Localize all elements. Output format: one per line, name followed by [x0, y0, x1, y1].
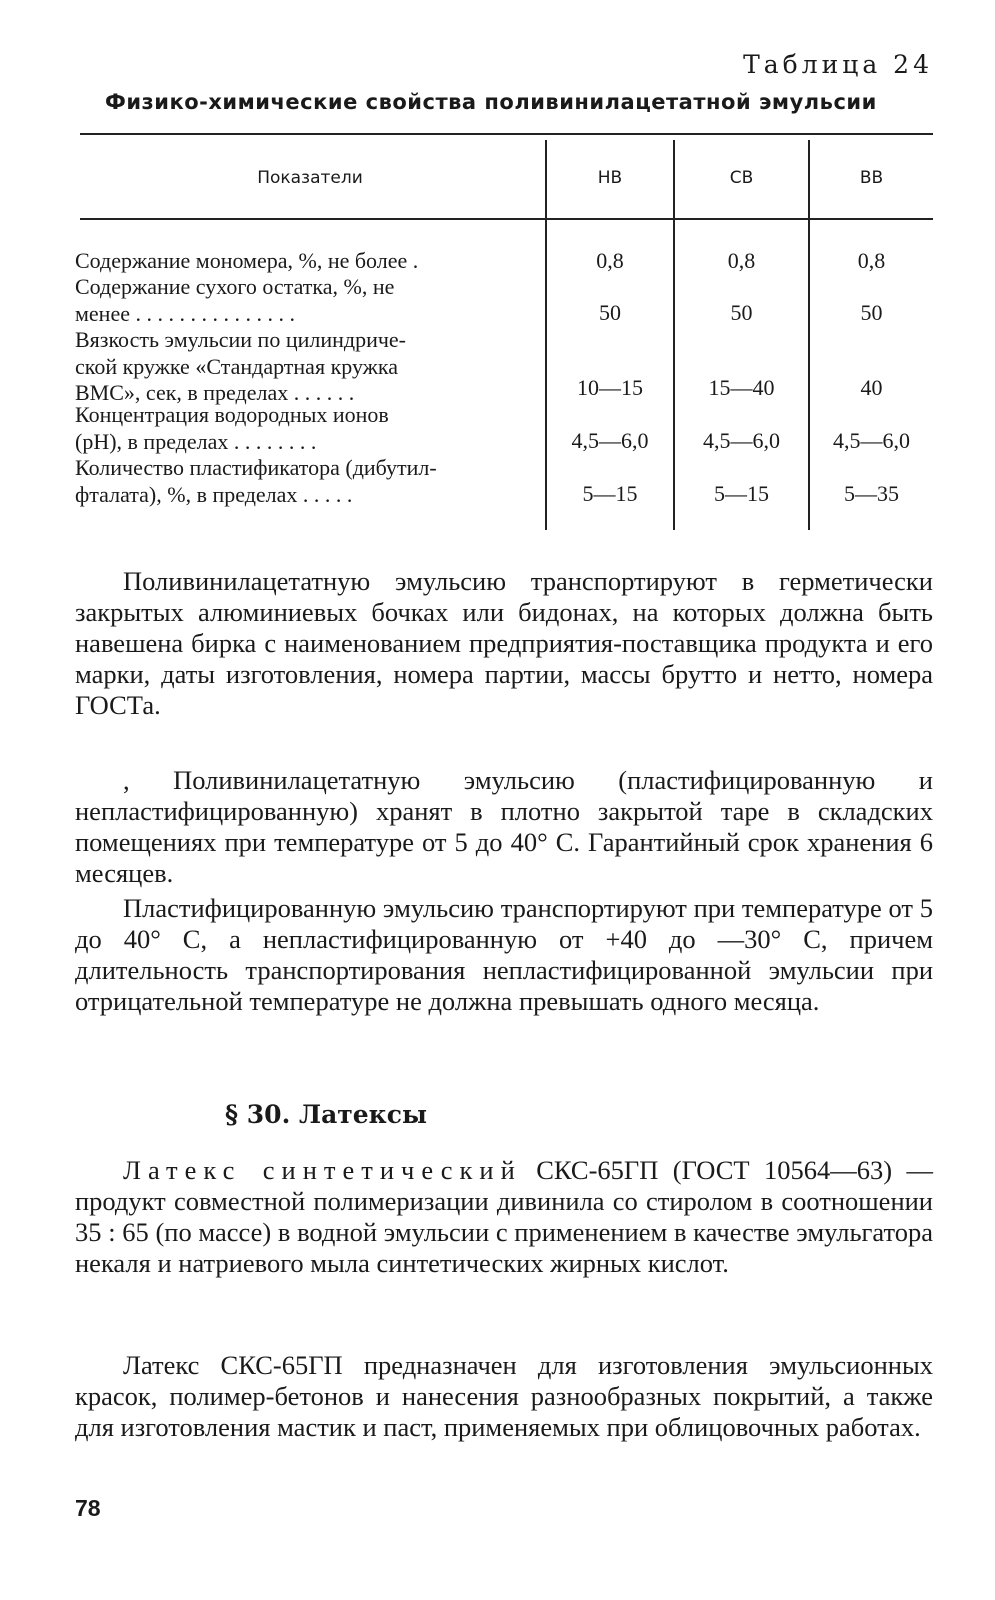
table-row-dry-residue: Содержание сухого остатка, %, не менее . . . . . . . . . . . . . . . — [75, 274, 395, 326]
cell-nv: 4,5—6,0 — [571, 428, 649, 453]
cell-vv: 40 — [860, 375, 883, 400]
header-sv: СВ — [729, 168, 754, 188]
table-header-rule — [80, 218, 933, 220]
cell-nv: 5—15 — [582, 481, 638, 506]
cell-nv: 0,8 — [596, 248, 624, 273]
cell-nv: 10—15 — [577, 375, 643, 400]
section-heading: § 30. Латексы — [225, 1100, 428, 1129]
cell-sv: 0,8 — [727, 248, 756, 273]
paragraph-latex-purpose: Латекс СКС-65ГП предназначен для изготовления эмульсионных красок, полимер-бетонов и нанесения разнообразных покрытий, а также для изготовления мастик и паст, применяемых при облицовочных работах. — [75, 1350, 933, 1442]
paragraph-temperature: Пластифицированную эмульсию транспортируют при температуре от 5 до 40° С, а непластифицированную от +40 до —30° С, причем длительность транспортирования непластифицированной эмульсии при отрицательной температуре не должна превышать одного месяца. — [75, 893, 933, 1016]
table-row-ph: Концентрация водородных ионов (рН), в пределах . . . . . . . . — [75, 402, 389, 454]
spaced-lead: Латекс синтетический — [123, 1155, 522, 1185]
header-indicators: Показатели — [257, 168, 363, 188]
paragraph-transport: Поливинилацетатную эмульсию транспортируют в герметически закрытых алюминиевых бочках или бидонах, на которых должна быть навешена бирка с наименованием предприятия-поставщика продукта и его марки, даты изготовления, номера партии, массы брутто и нетто, номера ГОСТа. — [75, 566, 933, 720]
paragraph-storage: , Поливинилацетатную эмульсию (пластифицированную и непластифицированную) хранят в плотно закрытой таре в складских помещениях при температуре от 5 до 40° С. Гарантийный срок хранения 6 месяцев. — [75, 765, 933, 888]
cell-vv: 4,5—6,0 — [833, 428, 910, 453]
cell-vv: 5—35 — [844, 481, 899, 506]
cell-vv: 50 — [860, 300, 883, 325]
header-vv: ВВ — [859, 168, 884, 188]
page-number: 78 — [75, 1495, 101, 1521]
cell-sv: 4,5—6,0 — [703, 428, 780, 453]
paragraph-latex-definition: Латекс синтетический СКС-65ГП (ГОСТ 10564—63) — продукт совместной полимеризации дивинила со стиролом в соотношении 35 : 65 (по массе) в водной эмульсии с применением в качестве эмульгатора некаля и натриевого мыла синтетических жирных кислот. — [75, 1155, 933, 1278]
table-title: Физико-химические свойства поливинилацетатной эмульсии — [105, 90, 877, 114]
table-row-plasticizer: Количество пластификатора (дибутил- фталата), %, в пределах . . . . . — [75, 455, 437, 507]
table-row-monomer: Содержание мономера, %, не более . — [75, 248, 419, 273]
cell-nv: 50 — [599, 300, 621, 325]
column-divider — [673, 140, 675, 530]
cell-sv: 50 — [730, 300, 753, 325]
table-number: Таблица 24 — [743, 50, 933, 79]
cell-sv: 15—40 — [708, 375, 775, 400]
column-divider — [545, 140, 547, 530]
table-row-viscosity: Вязкость эмульсии по цилиндриче- ской кружке «Стандартная кружка ВМС», сек, в пределах . . . . . . — [75, 327, 407, 405]
header-nv: НВ — [597, 168, 623, 188]
table-top-rule — [80, 133, 933, 135]
cell-vv: 0,8 — [857, 248, 886, 273]
column-divider — [808, 140, 810, 530]
cell-sv: 5—15 — [714, 481, 769, 506]
